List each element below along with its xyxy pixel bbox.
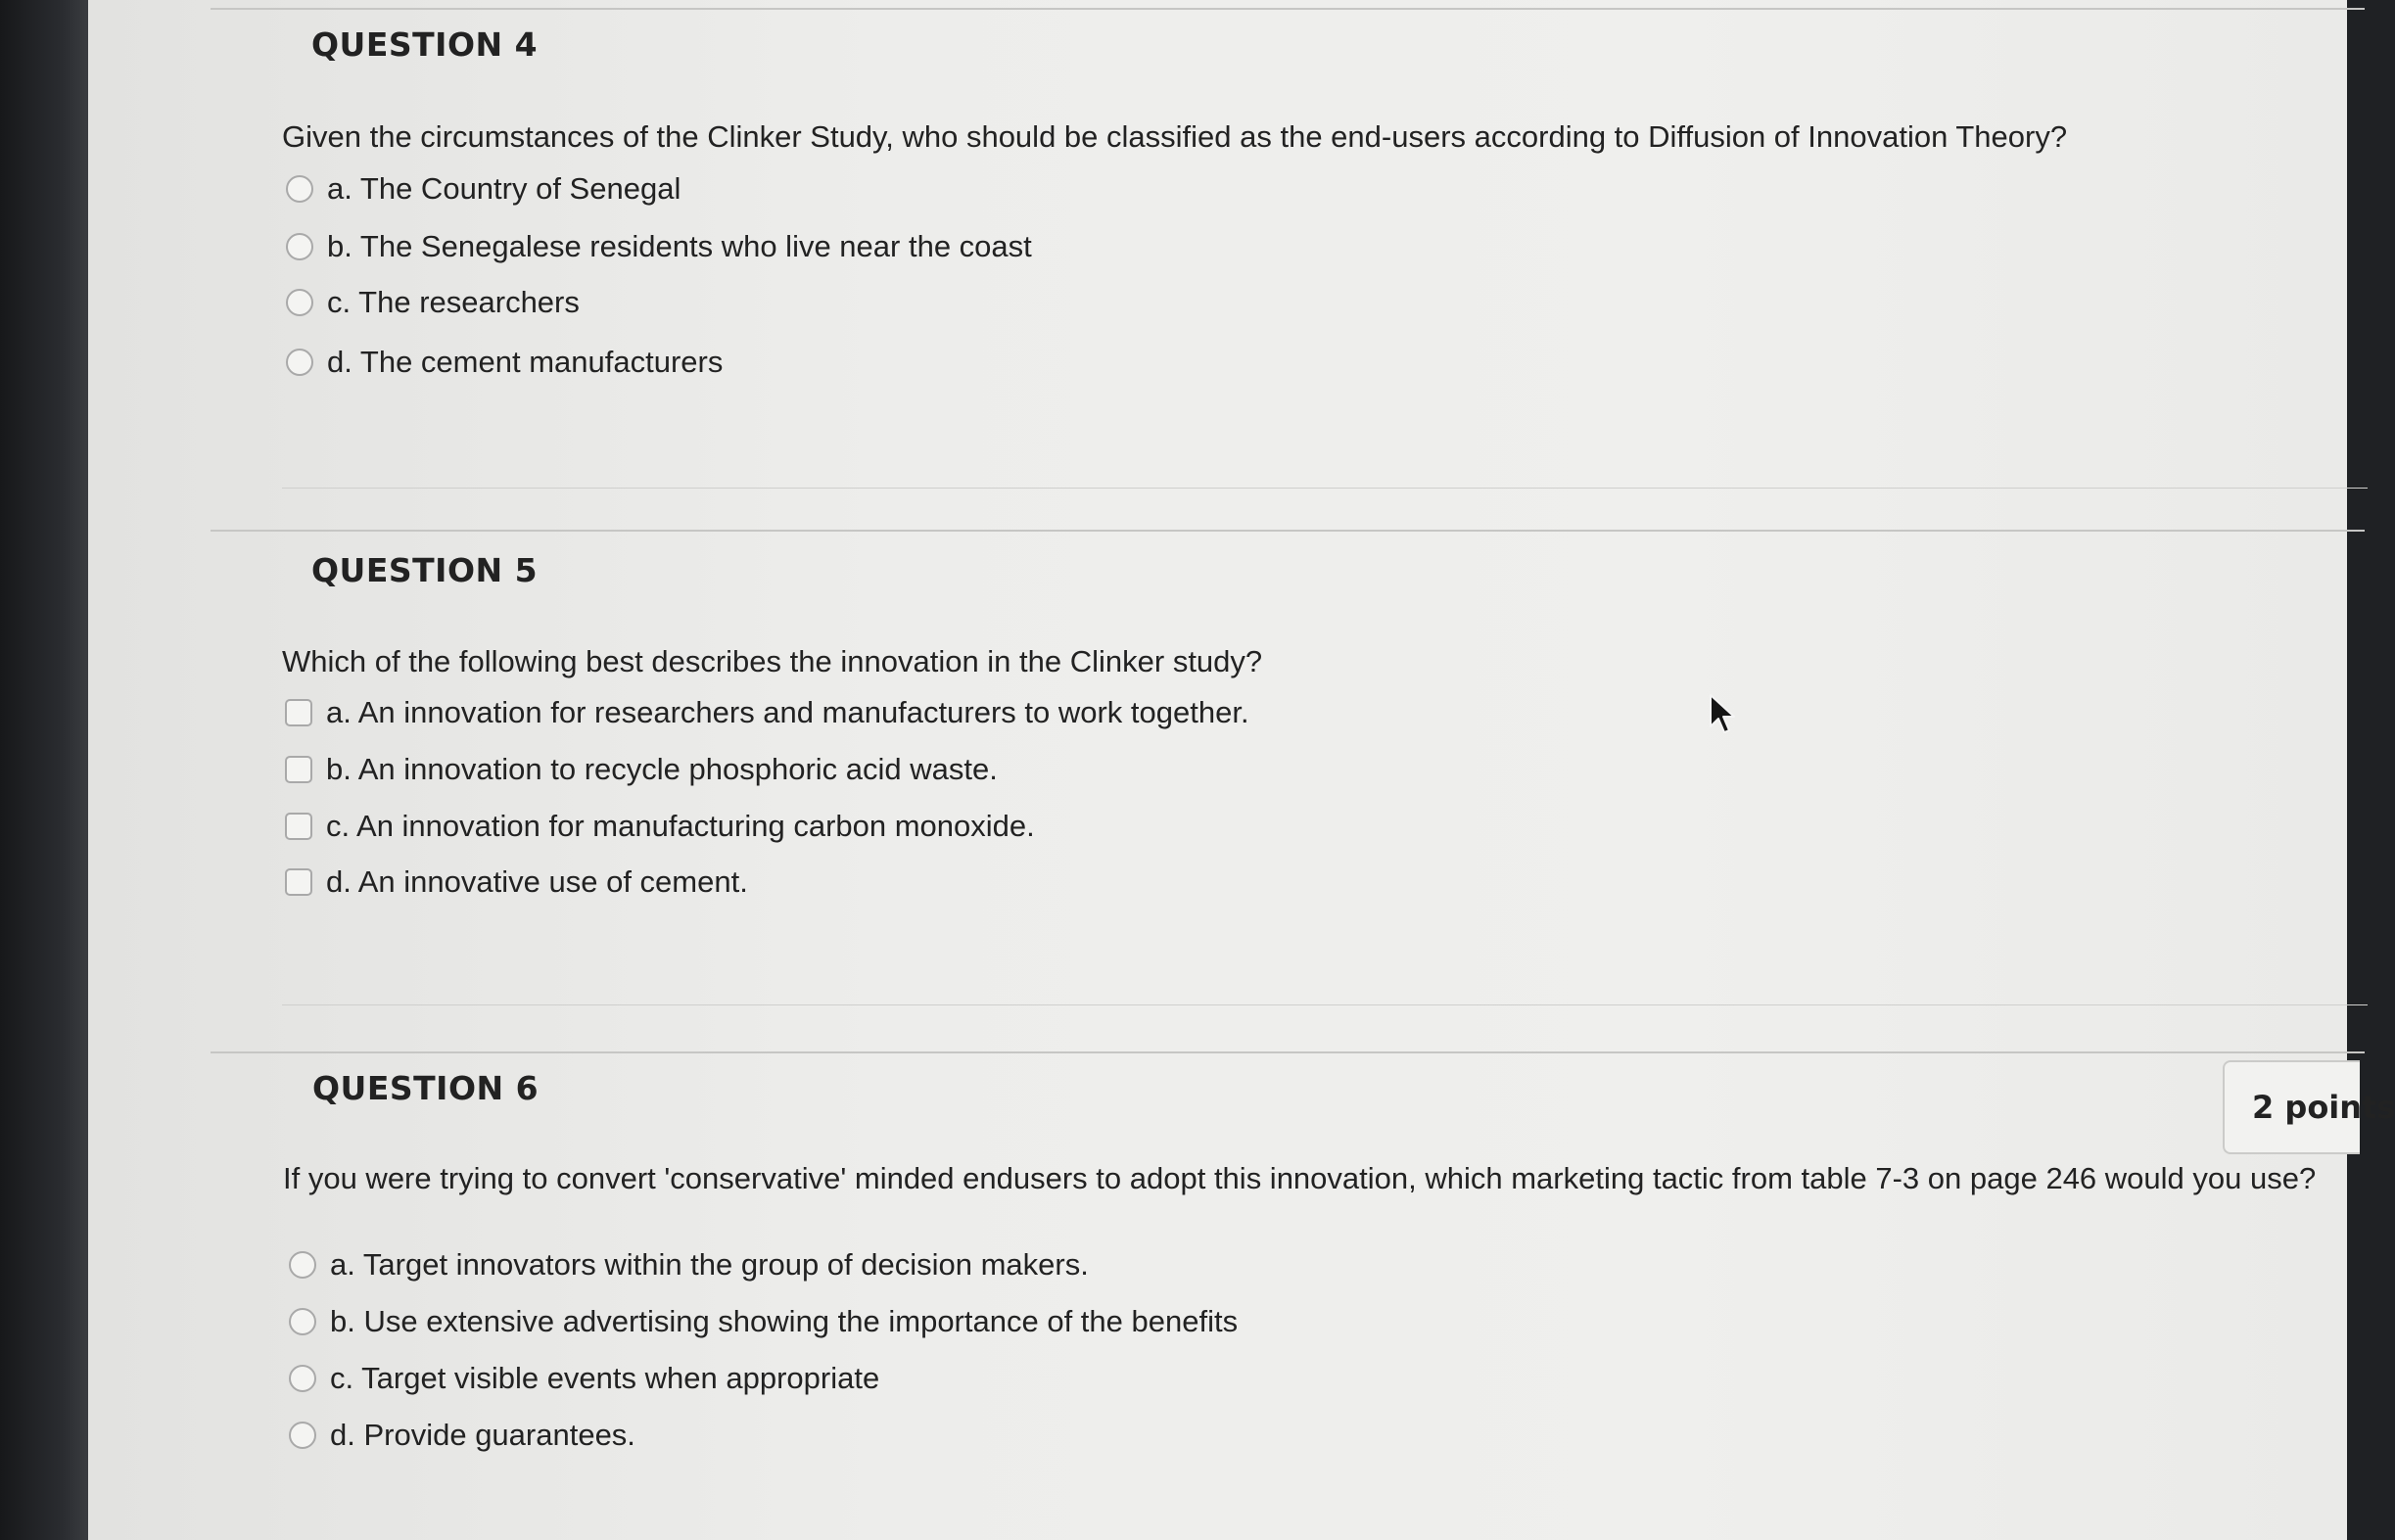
radio-button[interactable] xyxy=(289,1308,316,1335)
radio-button[interactable] xyxy=(289,1422,316,1449)
answer-label: b. Use extensive advertising showing the importance of the benefits xyxy=(330,1304,1239,1338)
answer-label: d. Provide guarantees. xyxy=(330,1418,635,1452)
answer-option-c[interactable] xyxy=(289,1361,879,1396)
checkbox[interactable] xyxy=(285,868,312,896)
answer-label: c. Target visible events when appropriate xyxy=(330,1361,880,1395)
answer-option-a[interactable] xyxy=(285,695,1249,730)
checkbox[interactable] xyxy=(285,813,312,840)
answer-option-a[interactable] xyxy=(289,1247,1089,1283)
answer-label: d. An innovative use of cement. xyxy=(326,864,748,899)
radio-button[interactable] xyxy=(289,1251,316,1279)
question-title: QUESTION 6 xyxy=(312,1069,540,1107)
quiz-page xyxy=(88,0,2395,1540)
question-text: Given the circumstances of the Clinker Study, who should be classified as the end-users according to Diffusion of Innovation Theory? xyxy=(282,119,2068,154)
question-divider xyxy=(211,530,2365,532)
mouse-pointer-icon xyxy=(1709,693,1738,736)
answer-option-c[interactable] xyxy=(285,809,1035,844)
answer-option-a[interactable] xyxy=(286,171,681,207)
answer-label: a. An innovation for researchers and manufacturers to work together. xyxy=(326,695,1249,729)
radio-button[interactable] xyxy=(286,175,313,203)
answer-option-d[interactable] xyxy=(285,864,748,900)
radio-button[interactable] xyxy=(289,1365,316,1392)
answer-label: c. The researchers xyxy=(327,285,580,319)
answer-label: b. The Senegalese residents who live near the coast xyxy=(327,229,1032,263)
question-5-bottom-rule xyxy=(282,1004,2368,1005)
answer-option-b[interactable] xyxy=(285,752,998,787)
answer-option-b[interactable] xyxy=(289,1304,1238,1339)
question-title: QUESTION 4 xyxy=(311,25,539,64)
radio-button[interactable] xyxy=(286,289,313,316)
answer-label: c. An innovation for manufacturing carbon monoxide. xyxy=(326,809,1035,843)
radio-button[interactable] xyxy=(286,233,313,260)
monitor-bezel xyxy=(0,0,88,1540)
question-title: QUESTION 5 xyxy=(311,551,539,589)
checkbox[interactable] xyxy=(285,756,312,783)
radio-button[interactable] xyxy=(286,349,313,376)
answer-option-c[interactable] xyxy=(286,285,580,320)
answer-label: a. Target innovators within the group of decision makers. xyxy=(330,1247,1089,1282)
checkbox[interactable] xyxy=(285,699,312,726)
question-text: If you were trying to convert 'conservative' minded endusers to adopt this innovation, which marketing tactic from table 7-3 on page 246 would you use? xyxy=(283,1161,2317,1195)
question-4-bottom-rule xyxy=(282,488,2368,489)
question-text: Which of the following best describes the innovation in the Clinker study? xyxy=(282,644,1263,678)
answer-label: d. The cement manufacturers xyxy=(327,345,724,379)
answer-option-d[interactable] xyxy=(289,1418,635,1453)
points-badge: 2 points xyxy=(2223,1060,2360,1154)
question-divider xyxy=(211,1051,2365,1053)
answer-label: a. The Country of Senegal xyxy=(327,171,681,206)
answer-label: b. An innovation to recycle phosphoric acid waste. xyxy=(326,752,998,786)
answer-option-b[interactable] xyxy=(286,229,1032,264)
answer-option-d[interactable] xyxy=(286,345,723,380)
top-divider xyxy=(211,8,2365,10)
